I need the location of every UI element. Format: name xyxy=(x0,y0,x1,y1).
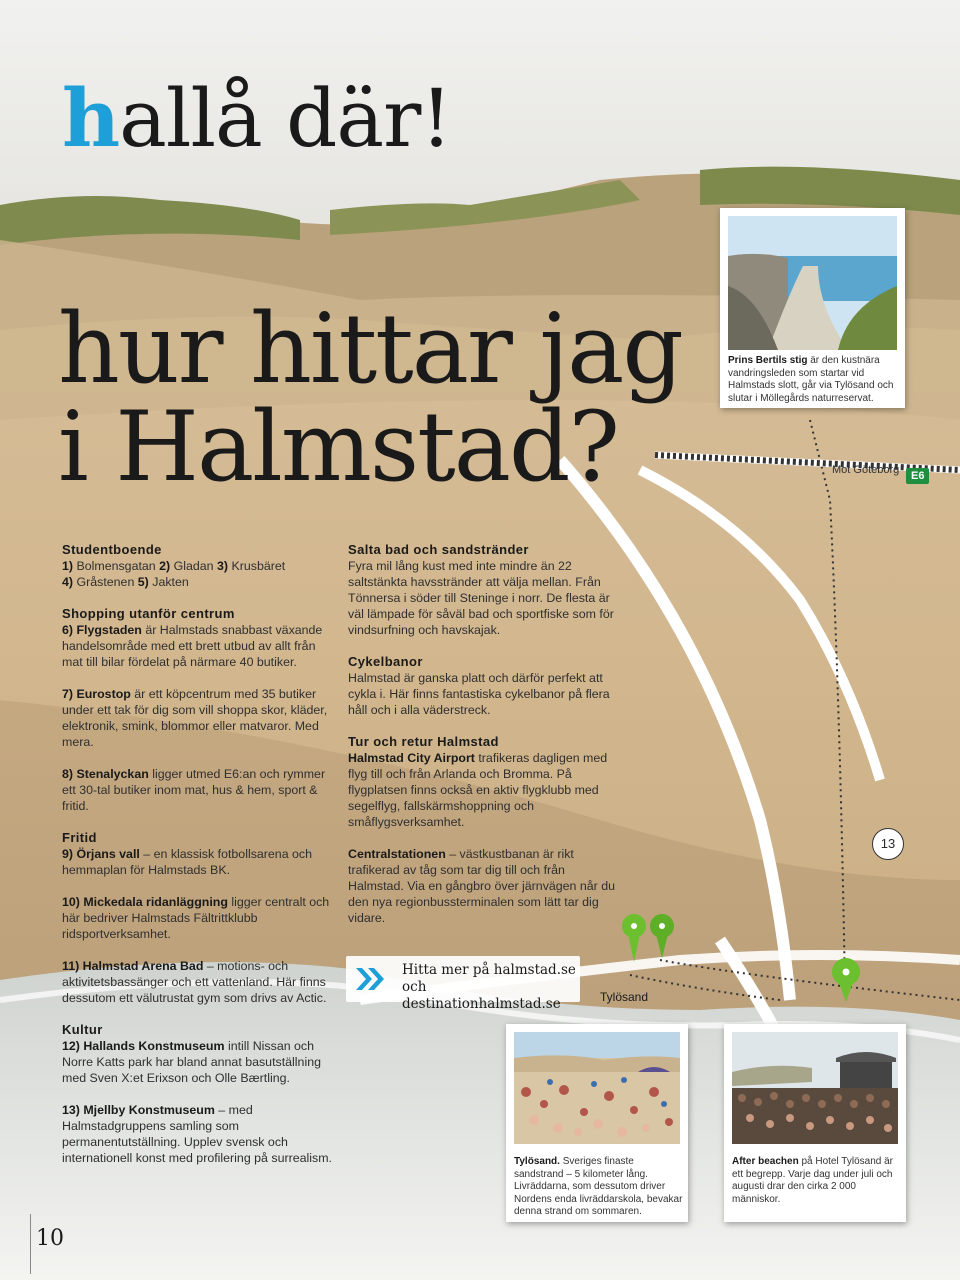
e6-road-badge: E6 xyxy=(906,468,929,484)
item-9-text: – en klassisk fotbollsarena och hemmaplan för Halmstads BK. xyxy=(62,847,313,877)
salta-text: Fyra mil lång kust med inte mindre än 22 saltstänkta havsstränder att välja mellan. Från Tönnersa i söder till Steninge i norr. De flesta är väl lämpade för såväl bad och sportfiske som för vindsurfning och havskajak. xyxy=(348,559,614,637)
link-line1[interactable]: Hitta mer på halmstad.se xyxy=(402,962,576,978)
concert-photo-caption xyxy=(732,1156,902,1206)
concert-caption-text: på Hotel Tylösand är ett begrepp. Varje dag under juli och augusti drar den cirka 2 000 människor. xyxy=(732,1156,894,1205)
map-label-tylosand: Tylösand xyxy=(600,990,649,1004)
link-box[interactable] xyxy=(346,956,580,1012)
beach-concert-photo xyxy=(732,1032,898,1144)
right-column xyxy=(348,542,618,942)
coast-path-caption-text: är den kustnära vandringsleden som startar vid Halmstads slott, går via Tylösand och slutar i Möllegårds naturreservat. xyxy=(728,355,894,404)
airport-name: Halmstad City Airport xyxy=(348,751,475,765)
beach-caption-bold: Tylösand. xyxy=(514,1156,560,1167)
kultur-heading: Kultur xyxy=(62,1022,103,1037)
cykel-text: Halmstad är ganska platt och därför perfekt att cykla i. Här finns fantastiska cykelbanor på flera håll och i alla väderstreck. xyxy=(348,671,610,717)
central-desc: – västkustbanan är rikt trafikerad av tåg som tar dig till och från Halmstad. Via en gångbro över järnvägen når du den nya regionbussterminalen som lätt tar dig vidare. xyxy=(348,847,616,925)
item-9-name: 9) Örjans vall xyxy=(62,847,140,861)
beach-photo-caption xyxy=(514,1156,684,1219)
title-first-letter: h xyxy=(62,71,120,165)
cykel-heading: Cykelbanor xyxy=(348,654,423,669)
student-item-2: Gladan xyxy=(170,559,218,573)
item-6-name: 6) Flygstaden xyxy=(62,623,142,637)
page-number: 10 xyxy=(36,1226,64,1251)
item-7-name: 7) Eurostop xyxy=(62,687,131,701)
item-10-name: 10) Mickedala ridanläggning xyxy=(62,895,228,909)
beach-crowd-photo xyxy=(514,1032,680,1144)
shopping-item-7 xyxy=(62,686,334,750)
kultur-item-13 xyxy=(62,1102,334,1166)
central-name: Centralstationen xyxy=(348,847,446,861)
item-11-text: – motions- och aktivitetsbassänger och ett vattenland. Här finns dessutom ett välutrustat gym som drivs av Actic. xyxy=(62,959,327,1005)
fritid-item-9 xyxy=(62,846,334,878)
item-8-text: ligger utmed E6:an och rymmer ett 30-tal butiker inom mat, hus & hem, sport & fritid. xyxy=(62,767,326,813)
item-6-text: är Halmstads snabbast växande handelsområde med ett brett utbud av allt från mat till bilar fördelat på närmare 40 butiker. xyxy=(62,623,323,669)
student-item-3: Krusbäret xyxy=(228,559,286,573)
item-12-name: 12) Hallands Konstmuseum xyxy=(62,1039,225,1053)
studentboende-list xyxy=(62,558,334,590)
item-13-name: 13) Mjellby Konstmuseum xyxy=(62,1103,215,1117)
student-item-1-num: 1) xyxy=(62,559,74,573)
road-label: Mot Göteborg xyxy=(832,464,900,476)
shopping-heading: Shopping utanför centrum xyxy=(62,606,235,621)
title-rest: allå där! xyxy=(119,72,452,165)
concert-caption-bold: After beachen xyxy=(732,1156,799,1167)
main-heading xyxy=(58,293,682,503)
airport-text: trafikeras dagligen med flyg till och från Arlanda och Bromma. På flygplatsen finns också en aktiv flygklubb med segelflyg, fallskärmshoppning och småflygsverksamhet. xyxy=(348,751,608,829)
item-8-name: 8) Stenalyckan xyxy=(62,767,149,781)
student-item-1: Bolmensgatan xyxy=(73,559,160,573)
fritid-heading: Fritid xyxy=(62,830,97,845)
coast-path-photo xyxy=(728,216,897,350)
coast-path-caption xyxy=(728,355,900,405)
link-text[interactable] xyxy=(402,962,580,1013)
student-item-3-num: 3) xyxy=(217,559,229,573)
heading-line1: hur hittar jag xyxy=(58,293,682,405)
item-10-text: ligger centralt och här bedriver Halmstads Fältrittklubb ridsportverksamhet. xyxy=(62,895,330,941)
student-item-5: Jakten xyxy=(148,575,189,589)
kultur-item-12 xyxy=(62,1038,334,1086)
beach-photo-card xyxy=(506,1024,688,1222)
student-item-5-num: 5) xyxy=(137,575,149,589)
studentboende-heading: Studentboende xyxy=(62,542,162,557)
coast-path-caption-bold: Prins Bertils stig xyxy=(728,355,808,366)
double-chevron-icon xyxy=(354,966,386,992)
shopping-item-8 xyxy=(62,766,334,814)
student-item-4-num: 4) xyxy=(62,575,74,589)
map-pin-icon xyxy=(828,956,864,1004)
item-11-name: 11) Halmstad Arena Bad xyxy=(62,959,204,973)
link-line2[interactable]: och destinationhalmstad.se xyxy=(402,979,561,1012)
salta-heading: Salta bad och sandstränder xyxy=(348,542,529,557)
fritid-item-11 xyxy=(62,958,334,1006)
coast-path-photo-card xyxy=(720,208,905,408)
item-13-text: – med Halmstadgruppens samling som permanentutställning. Upplev svensk och internationell konst med profilering på surrealism. xyxy=(62,1103,332,1165)
page-title xyxy=(62,71,452,165)
student-item-4: Gråstenen xyxy=(73,575,138,589)
item-7-text: är ett köpcentrum med 35 butiker under ett tak för dig som vill shoppa skor, kläder, elektronik, smink, blommor eller matvaror. Med mera. xyxy=(62,687,328,749)
tur-text xyxy=(348,750,618,830)
left-column xyxy=(62,542,334,1182)
fritid-item-10 xyxy=(62,894,334,942)
concert-photo-card xyxy=(724,1024,906,1222)
central-text xyxy=(348,846,618,926)
beach-caption-text: Sveriges finaste sandstrand – 5 kilometer lång. Livräddarna, som dessutom driver Nordens enda livräddarskola, bevakar denna strand om sommaren. xyxy=(514,1156,683,1217)
student-item-2-num: 2) xyxy=(159,559,171,573)
tur-heading: Tur och retur Halmstad xyxy=(348,734,499,749)
page-number-rule xyxy=(30,1214,31,1274)
page-badge-13: 13 xyxy=(872,828,904,860)
item-12-text: intill Nissan och Norre Katts park har bland annat basutställning med Sven X:et Erixson och Olle Bærtling. xyxy=(62,1039,321,1085)
shopping-item-6 xyxy=(62,622,334,670)
heading-line2: i Halmstad? xyxy=(58,391,618,503)
map-pins-tylosand xyxy=(620,912,682,976)
